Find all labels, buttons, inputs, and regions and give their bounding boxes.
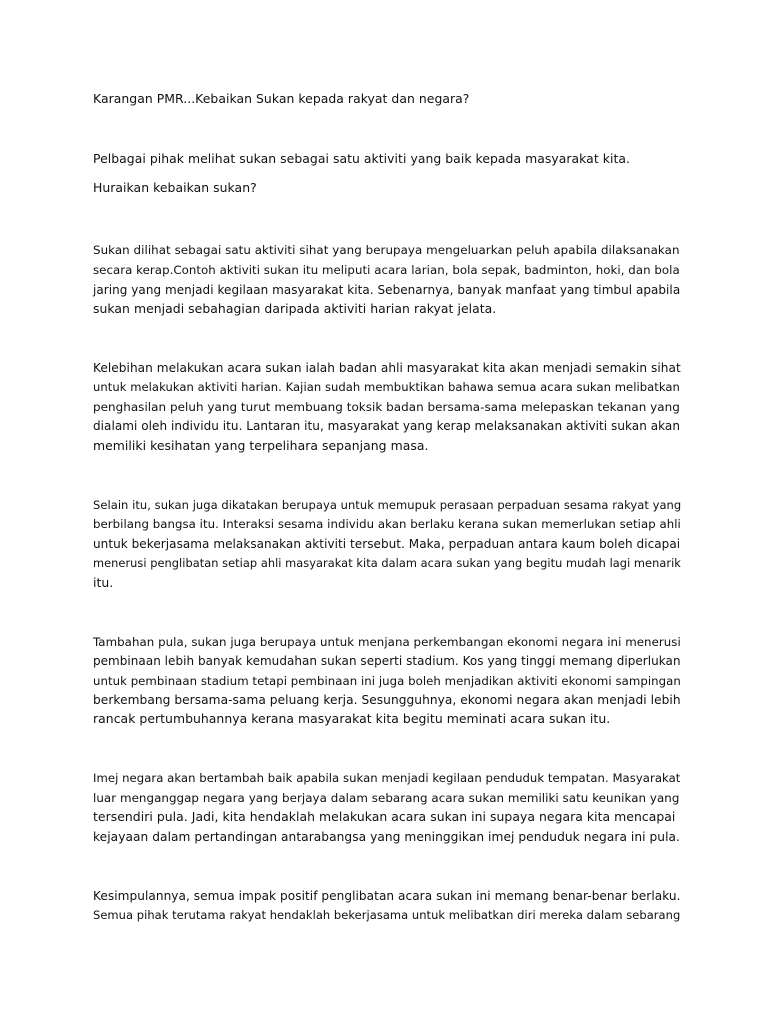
paragraph-line: secara kerap.Contoh aktiviti sukan itu meliputi acara larian, bola sepak, badminton, hoki, dan bola — [93, 263, 680, 277]
paragraph-line: dialami oleh individu itu. Lantaran itu, masyarakat yang kerap melaksanakan aktiviti sukan akan — [93, 419, 680, 433]
intro-question: Pelbagai pihak melihat sukan sebagai satu aktiviti yang baik kepada masyarakat kita. — [93, 151, 630, 166]
paragraph-line: memiliki kesihatan yang terpelihara sepanjang masa. — [93, 438, 429, 453]
document-title: Karangan PMR...Kebaikan Sukan kepada rakyat dan negara? — [93, 91, 470, 106]
paragraph-line: Tambahan pula, sukan juga berupaya untuk menjana perkembangan ekonomi negara ini menerusi — [93, 635, 681, 649]
essay-prompt: Huraikan kebaikan sukan? — [93, 180, 257, 195]
paragraph-line: menerusi penglibatan setiap ahli masyarakat kita dalam acara sukan yang begitu mudah lagi menarik — [93, 556, 681, 570]
paragraph-line: itu. — [93, 575, 114, 590]
paragraph-line: pembinaan lebih banyak kemudahan sukan seperti stadium. Kos yang tinggi memang diperlukan — [93, 654, 681, 668]
paragraph-line: tersendiri pula. Jadi, kita hendaklah melakukan acara sukan ini supaya negara kita mencapai — [93, 809, 676, 824]
paragraph-line: sukan menjadi sebahagian daripada aktiviti harian rakyat jelata. — [93, 301, 497, 316]
paragraph-line: berkembang bersama-sama peluang kerja. Sesungguhnya, ekonomi negara akan menjadi lebih — [93, 693, 681, 707]
paragraph-line: Sukan dilihat sebagai satu aktiviti sihat yang berupaya mengeluarkan peluh apabila dilaksanakan — [93, 243, 680, 257]
paragraph-line: Semua pihak terutama rakyat hendaklah bekerjasama untuk melibatkan diri mereka dalam sebarang — [93, 908, 681, 922]
paragraph-line: untuk pembinaan stadium tetapi pembinaan ini juga boleh menjadikan aktiviti ekonomi sampingan — [93, 674, 681, 688]
paragraph-line: untuk bekerjasama melaksanakan aktiviti tersebut. Maka, perpaduan antara kaum boleh dicapai — [93, 537, 681, 551]
paragraph-line: luar menganggap negara yang berjaya dalam sebarang acara sukan memiliki satu keunikan yang — [93, 791, 680, 805]
paragraph-line: untuk melakukan aktiviti harian. Kajian sudah membuktikan bahawa semua acara sukan melibatkan — [93, 380, 680, 394]
paragraph-line: Imej negara akan bertambah baik apabila sukan menjadi kegilaan penduduk tempatan. Masyarakat — [93, 771, 681, 785]
paragraph-line: Selain itu, sukan juga dikatakan berupaya untuk memupuk perasaan perpaduan sesama rakyat yang — [93, 498, 682, 512]
paragraph-line: kejayaan dalam pertandingan antarabangsa yang meninggikan imej penduduk negara ini pula. — [93, 830, 680, 844]
paragraph-line: berbilang bangsa itu. Interaksi sesama individu akan berlaku kerana sukan memerlukan setiap ahli — [93, 517, 681, 531]
paragraph-line: penghasilan peluh yang turut membuang toksik badan bersama-sama melepaskan tekanan yang — [93, 400, 680, 414]
paragraph-line: jaring yang menjadi kegilaan masyarakat kita. Sebenarnya, banyak manfaat yang timbul apabila — [93, 283, 681, 297]
paragraph-line: Kelebihan melakukan acara sukan ialah badan ahli masyarakat kita akan menjadi semakin sihat — [93, 361, 681, 375]
paragraph-line: rancak pertumbuhannya kerana masyarakat kita begitu meminati acara sukan itu. — [93, 711, 611, 726]
paragraph-line: Kesimpulannya, semua impak positif penglibatan acara sukan ini memang benar-benar berlaku. — [93, 889, 681, 903]
